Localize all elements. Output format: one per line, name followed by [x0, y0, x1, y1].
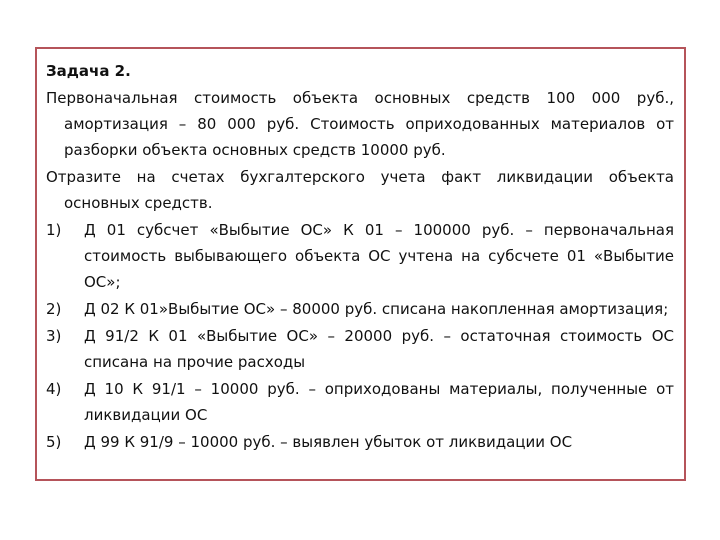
task-question: Отразите на счетах бухгалтерского учета факт ликвидации объекта основных средств.: [46, 168, 674, 212]
list-item: [46, 429, 674, 455]
item-number: 5): [46, 433, 62, 451]
list-item: [46, 296, 674, 322]
list-item: [46, 217, 674, 295]
item-text: Д 01 субсчет «Выбытие ОС» К 01 – 100000 руб. – первоначальная стоимость выбывающего объекта ОС учтена на субсчете 01 «Выбытие ОС»;: [84, 221, 674, 291]
item-text: Д 10 К 91/1 – 10000 руб. – оприходованы материалы, полученные от ликвидации ОС: [84, 380, 674, 424]
entries-list: [46, 217, 674, 455]
list-item: [46, 323, 674, 375]
task-frame: [35, 47, 686, 481]
item-number: 4): [46, 380, 62, 398]
task-condition: Первоначальная стоимость объекта основных средств 100 000 руб., амортизация – 80 000 руб. Стоимость оприходованных материалов от разборки объекта основных средств 10000 руб.: [46, 89, 674, 159]
task-title: Задача 2.: [46, 62, 131, 80]
item-text: Д 02 К 01»Выбытие ОС» – 80000 руб. списана накопленная амортизация;: [84, 300, 669, 318]
item-text: Д 91/2 К 01 «Выбытие ОС» – 20000 руб. – остаточная стоимость ОС списана на прочие расходы: [84, 327, 674, 371]
item-number: 1): [46, 221, 62, 239]
item-number: 2): [46, 300, 62, 318]
list-item: [46, 376, 674, 428]
item-text: Д 99 К 91/9 – 10000 руб. – выявлен убыток от ликвидации ОС: [84, 433, 573, 451]
item-number: 3): [46, 327, 62, 345]
